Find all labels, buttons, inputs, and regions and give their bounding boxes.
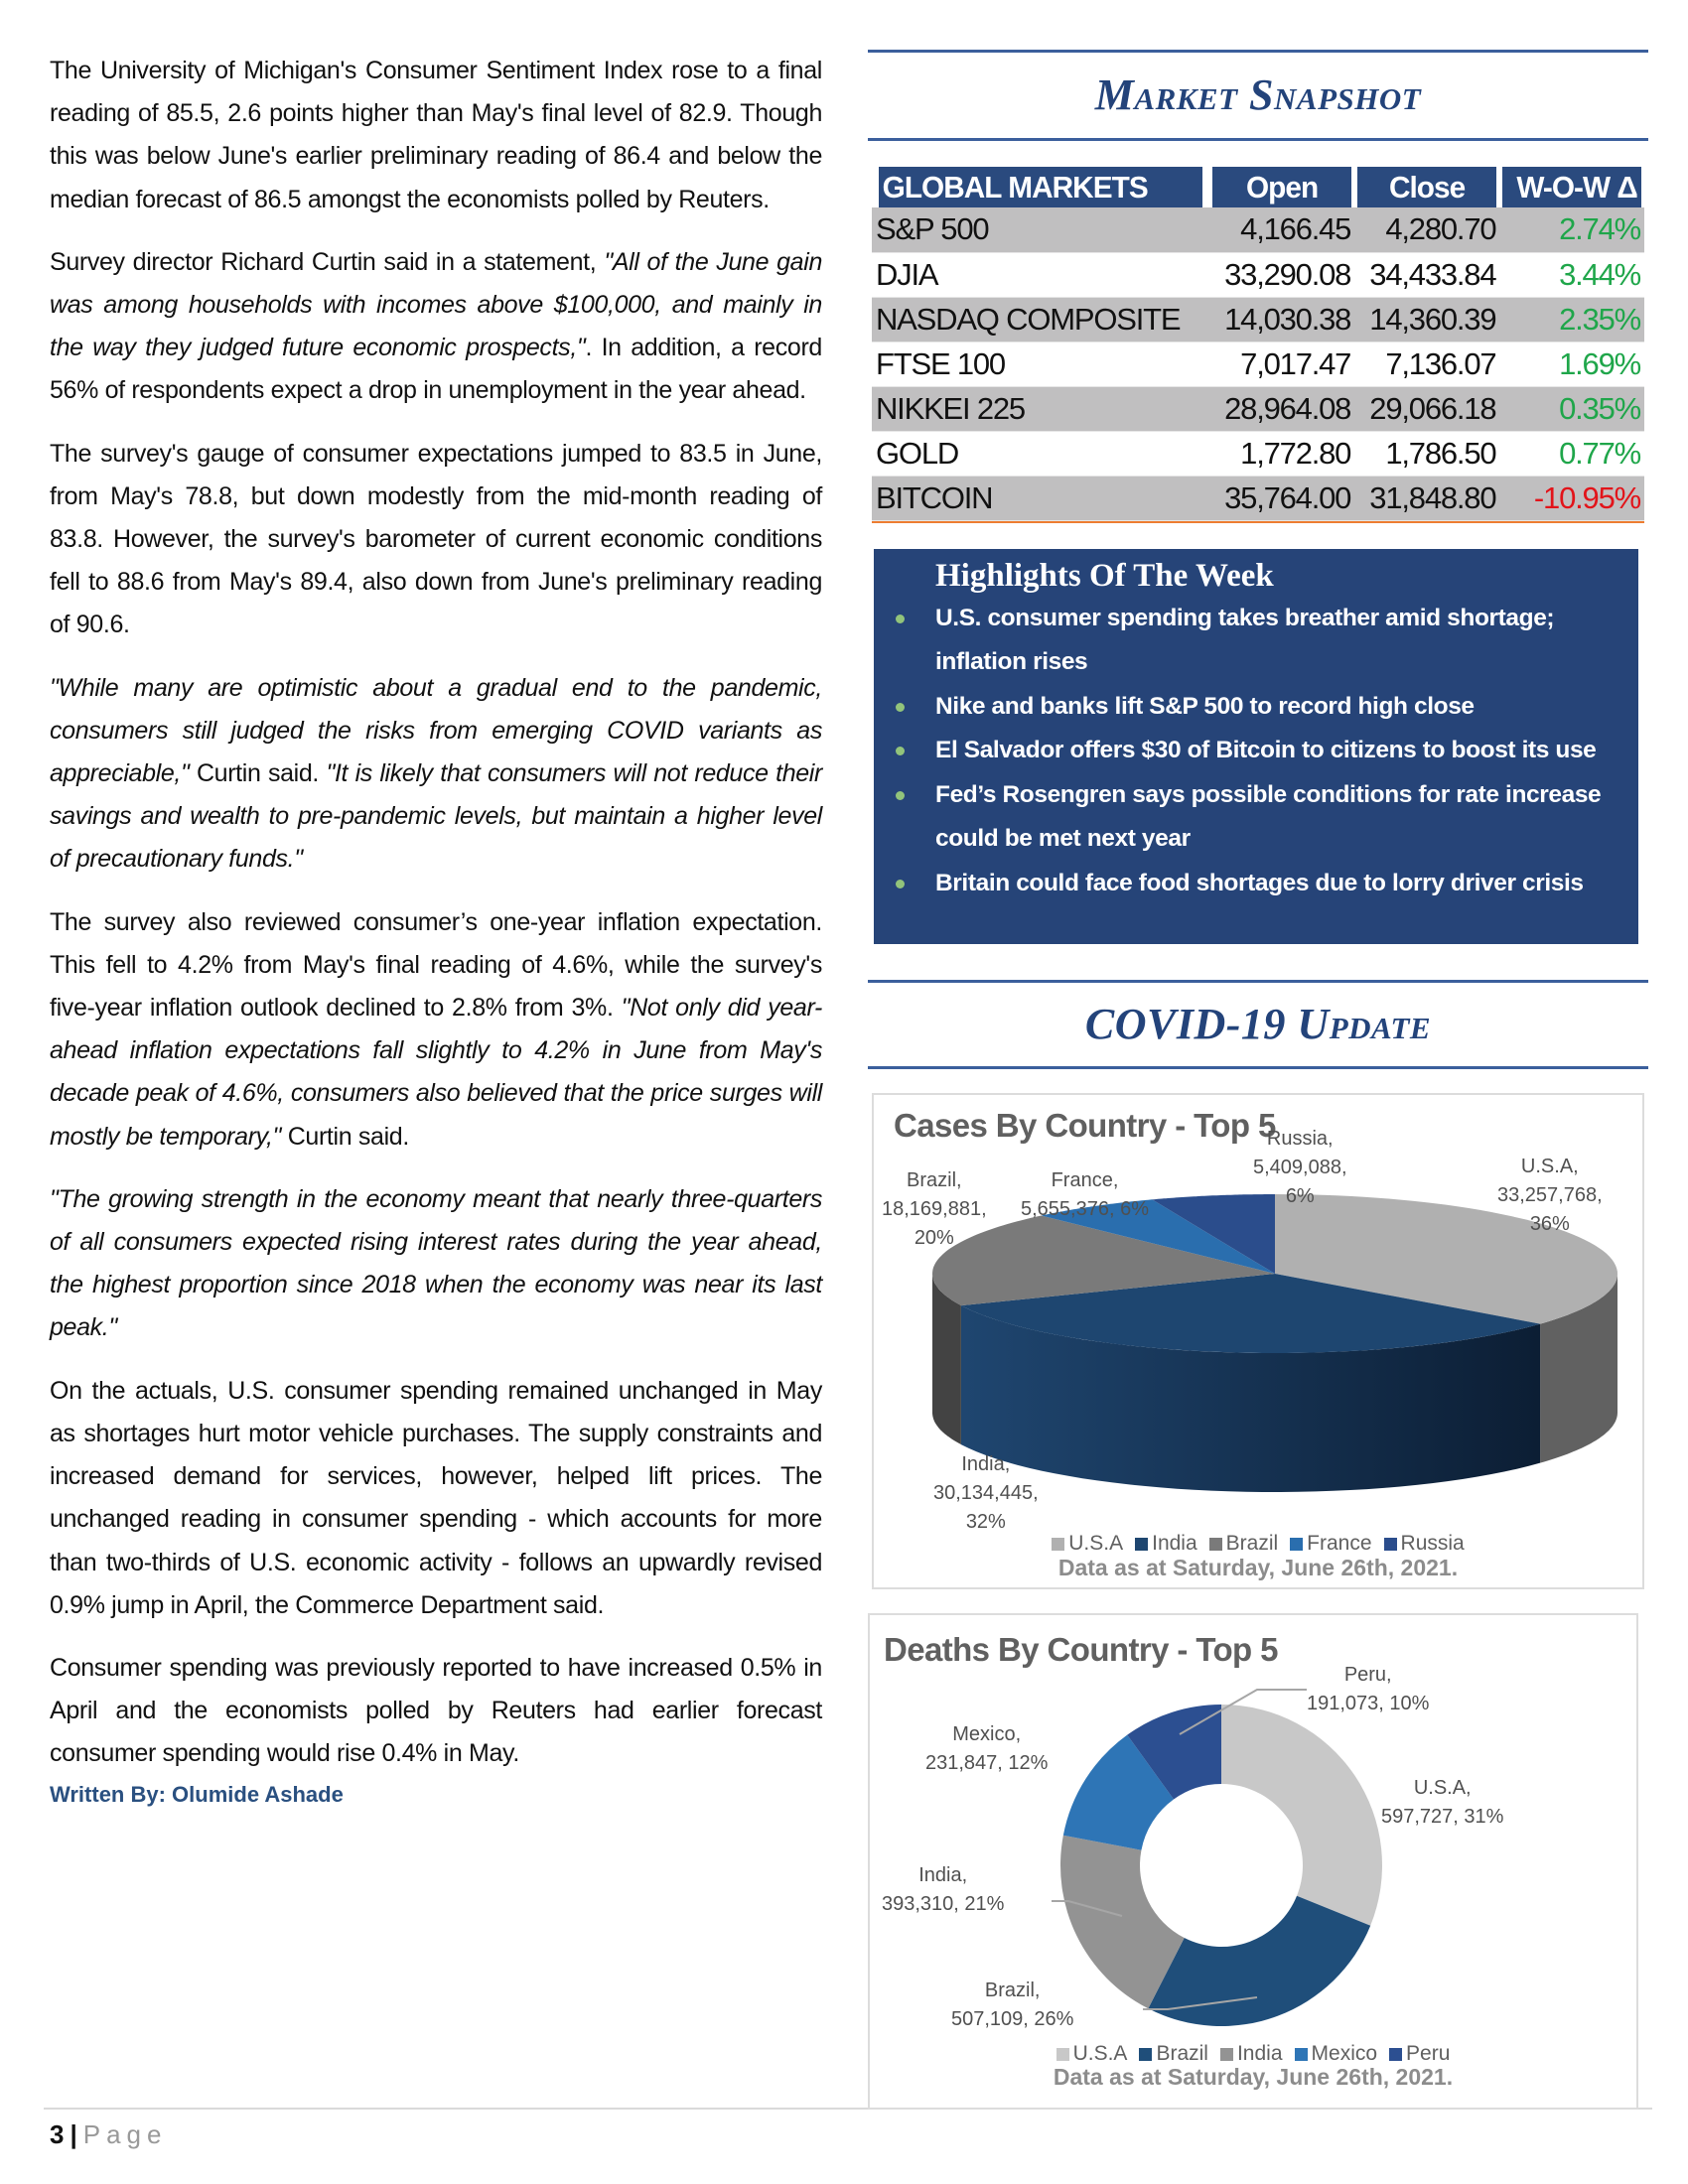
data-label-line: 6% [1285,1184,1315,1207]
market-row [872,341,1644,386]
data-label-line: Brazil, [907,1168,962,1191]
byline: Written By: Olumide Ashade [50,1781,344,1807]
body-text: Curtin said. [281,1122,409,1151]
market-name: DJIA [872,252,1209,297]
market-row [872,431,1644,476]
data-label [882,1861,1004,1919]
legend-label: Peru [1406,2041,1451,2065]
legend-item [1384,1532,1465,1556]
legend-label: U.S.A [1068,1531,1124,1555]
legend-label: Mexico [1311,2041,1378,2065]
legend-label: U.S.A [1072,2041,1128,2065]
article-paragraph [50,433,822,647]
legend-label: India [1236,2041,1283,2065]
data-label-line: India, [961,1452,1011,1475]
table-bottom-rule [872,521,1644,523]
legend-item [1139,2042,1208,2066]
cases-by-country-chart [872,1093,1644,1589]
open-value: 1,772.80 [1209,431,1354,476]
legend-label: India [1152,1531,1197,1555]
highlight-text: Nike and banks lift S&P 500 to record high close [935,692,1475,720]
open-value: 7,017.47 [1209,341,1354,386]
open-value: 28,964.08 [1209,386,1354,431]
legend-item [1295,2042,1378,2066]
close-value: 4,280.70 [1354,207,1499,252]
market-snapshot-title: Market Snapshot [1094,70,1422,119]
article-paragraph [50,1647,822,1776]
close-value: 29,066.18 [1354,386,1499,431]
legend-label: Russia [1400,1531,1465,1555]
legend-item [1209,1532,1279,1556]
data-label [1021,1166,1149,1224]
legend-swatch [1384,1538,1397,1551]
change-value: 0.35% [1499,386,1644,431]
data-label-line: 30,134,445, [933,1481,1039,1504]
change-value: 3.44% [1499,252,1644,297]
legend-item [1290,1532,1371,1556]
close-value: 34,433.84 [1354,252,1499,297]
legend-swatch [1295,2048,1308,2061]
highlights-box [874,549,1638,944]
legend-item [1052,1532,1123,1556]
article-paragraph [50,901,822,1159]
page-label: Page [82,2119,168,2149]
market-row [872,252,1644,297]
data-label-line: U.S.A, [1413,1776,1472,1799]
change-value: 1.69% [1499,341,1644,386]
data-label-line: Russia, [1266,1127,1334,1150]
data-label [882,1166,987,1253]
data-label-line: U.S.A, [1520,1155,1579,1177]
chart-legend [874,1532,1642,1556]
legend-item [1220,2042,1283,2066]
highlights-list [888,597,1624,906]
sidebar-column [868,50,1648,2110]
open-value: 33,290.08 [1209,252,1354,297]
quote-text: "It is likely that consumers will not reduce their savings and wealth to pre-pandemic levels, but maintain a higher level of precautionary funds." [50,759,822,874]
highlight-item [888,729,1624,773]
legend-label: Brazil [1225,1531,1279,1555]
legend-label: Brazil [1156,2041,1208,2065]
legend-swatch [1220,2048,1233,2061]
article-body [50,50,822,1776]
data-label [1497,1153,1603,1239]
highlight-text: Britain could face food shortages due to lorry driver crisis [935,869,1584,896]
market-name: FTSE 100 [872,341,1209,386]
highlight-text: U.S. consumer spending takes breather amid shortage; inflation rises [935,604,1555,675]
data-label-line: 32% [965,1510,1006,1533]
chart-note: Data as at Saturday, June 26th, 2021. [1053,2063,1454,2090]
deaths-by-country-chart [868,1613,1638,2110]
highlight-item [888,862,1624,906]
market-name: NIKKEI 225 [872,386,1209,431]
data-label-line: 5,655,376, 6% [1021,1197,1149,1220]
legend-item [1135,1532,1197,1556]
page-number: 3 [50,2119,65,2149]
legend-swatch [1052,1538,1064,1551]
chart-legend [870,2042,1636,2066]
legend-swatch [1389,2048,1402,2061]
change-value: 0.77% [1499,431,1644,476]
data-label-line: Brazil, [984,1979,1041,2001]
bullet-icon [896,880,905,888]
body-text: . In addition, a record 56% of respondents expect a drop in unemployment in the year ahead. [50,334,822,405]
section-divider [868,1066,1648,1069]
data-label-line: 393,310, 21% [882,1892,1005,1915]
col-header-open: Open [1212,167,1351,207]
page-separator: | [70,2119,77,2149]
data-label-line: Mexico, [952,1722,1022,1745]
market-name: BITCOIN [872,476,1209,520]
data-label-line: 20% [914,1226,954,1249]
highlight-item [888,685,1624,730]
legend-swatch [1209,1538,1222,1551]
highlight-item [888,773,1624,862]
market-table-header [872,167,1644,207]
section-divider [868,138,1648,141]
data-label-line: France, [1051,1168,1119,1191]
data-label [1253,1125,1347,1211]
data-label-line: 18,169,881, [882,1197,987,1220]
article-paragraph [50,1178,822,1350]
quote-text: "While many are optimistic about a gradual end to the pandemic, consumers still judged the risks from emerging COVID variants as appreciable," [50,673,822,788]
body-text: The survey's gauge of consumer expectations jumped to 83.5 in June, from May's 78.8, but down modestly from the mid-month reading of 83.8. However, the survey's barometer of current economic conditions fell to 88.6 from May's 89.4, also down from June's preliminary reading of 90.6. [50,439,822,639]
article-paragraph [50,50,822,221]
change-value: -10.95% [1499,476,1644,520]
market-row [872,476,1644,520]
col-header-market: GLOBAL MARKETS [879,167,1202,207]
body-text: Curtin said. [189,759,327,788]
data-label [1307,1661,1429,1718]
data-label-line: Peru, [1343,1663,1392,1686]
data-label-line: 231,847, 12% [925,1751,1049,1774]
bullet-icon [896,791,905,800]
legend-swatch [1290,1538,1303,1551]
legend-swatch [1139,2048,1152,2061]
highlight-text: Fed’s Rosengren says possible conditions for rate increase could be met next year [935,780,1602,852]
body-text: The University of Michigan's Consumer Sentiment Index rose to a final reading of 85.5, 2.6 points higher than May's final level of 82.9. Though this was below June's earlier preliminary reading of 86.4 and below the median forecast of 86.5 amongst the economists polled by Reuters. [50,57,822,213]
highlights-title: Highlights Of The Week [935,557,1274,594]
close-value: 7,136.07 [1354,341,1499,386]
data-label [925,1720,1048,1778]
data-label-line: 597,727, 31% [1381,1805,1504,1828]
col-header-change: W-O-W Δ [1502,167,1641,207]
data-label-line: India, [918,1863,968,1886]
close-value: 31,848.80 [1354,476,1499,520]
bullet-icon [896,703,905,712]
data-label-line: 5,409,088, [1253,1156,1347,1178]
data-label-line: 33,257,768, [1497,1183,1603,1206]
body-text: On the actuals, U.S. consumer spending remained unchanged in May as shortages hurt motor vehicle purchases. The supply constraints and increased demand for services, however, helped lift prices. The unchanged reading in consumer spending - which accounts for more than two-thirds of U.S. economic activity - follows an upwardly revised 0.9% jump in April, the Commerce Department said. [50,1376,822,1619]
market-name: GOLD [872,431,1209,476]
close-value: 1,786.50 [1354,431,1499,476]
data-label [1381,1774,1503,1832]
chart-title: Deaths By Country - Top 5 [884,1630,1278,1668]
highlight-item [888,597,1624,685]
market-row [872,207,1644,252]
article-column [50,50,822,1808]
bullet-icon [896,747,905,755]
col-header-close: Close [1357,167,1496,207]
market-name: NASDAQ COMPOSITE [872,297,1209,341]
quote-text: "Not only did year-ahead inflation expectations fall slightly to 4.2% in June from May's decade peak of 4.6%, consumers also believed that the price surges will mostly be temporary," [50,994,822,1151]
data-label-line: 507,109, 26% [951,2007,1074,2030]
change-value: 2.35% [1499,297,1644,341]
bullet-icon [896,614,905,623]
legend-item [1056,2042,1128,2066]
doughnut-slice-usa [1221,1705,1382,1926]
body-text: Consumer spending was previously reported to have increased 0.5% in April and the economists polled by Reuters had earlier forecast consumer spending would rise 0.4% in May. [50,1653,822,1768]
market-table [872,167,1644,521]
article-paragraph [50,1370,822,1627]
chart-note: Data as at Saturday, June 26th, 2021. [1057,1554,1459,1580]
data-label [951,1977,1073,2034]
open-value: 14,030.38 [1209,297,1354,341]
quote-text: "The growing strength in the economy meant that nearly three-quarters of all consumers expected rising interest rates during the year ahead, the highest proportion since 2018 when the economy was near its last peak." [50,1184,822,1342]
data-label-line: 191,073, 10% [1307,1692,1430,1714]
body-text: The survey also reviewed consumer’s one-year inflation expectation. This fell to 4.2% from May's final reading of 4.6%, while the survey's five-year inflation outlook declined to 2.8% from 3%. [50,907,822,1023]
open-value: 4,166.45 [1209,207,1354,252]
highlight-text: El Salvador offers $30 of Bitcoin to citizens to boost its use [935,737,1597,763]
market-row [872,386,1644,431]
market-row [872,297,1644,341]
legend-item [1389,2042,1450,2066]
data-label-line: 36% [1529,1212,1570,1235]
data-label [933,1450,1039,1537]
article-paragraph [50,667,822,882]
page-footer [50,2119,167,2150]
legend-swatch [1056,2048,1069,2061]
article-paragraph [50,241,822,413]
close-value: 14,360.39 [1354,297,1499,341]
chart-title: Cases By Country - Top 5 [894,1106,1276,1144]
covid-update-title: COVID-19 Update [1084,999,1432,1048]
legend-swatch [1135,1538,1148,1551]
doughnut-slices [1060,1705,1382,2026]
covid-section [868,980,1648,2110]
legend-label: France [1307,1531,1372,1555]
market-name: S&P 500 [872,207,1209,252]
body-text: Survey director Richard Curtin said in a statement, [50,247,605,276]
open-value: 35,764.00 [1209,476,1354,520]
quote-text: "All of the June gain was among households with incomes above $100,000, and mainly in the way they judged future economic prospects," [50,247,822,362]
change-value: 2.74% [1499,207,1644,252]
